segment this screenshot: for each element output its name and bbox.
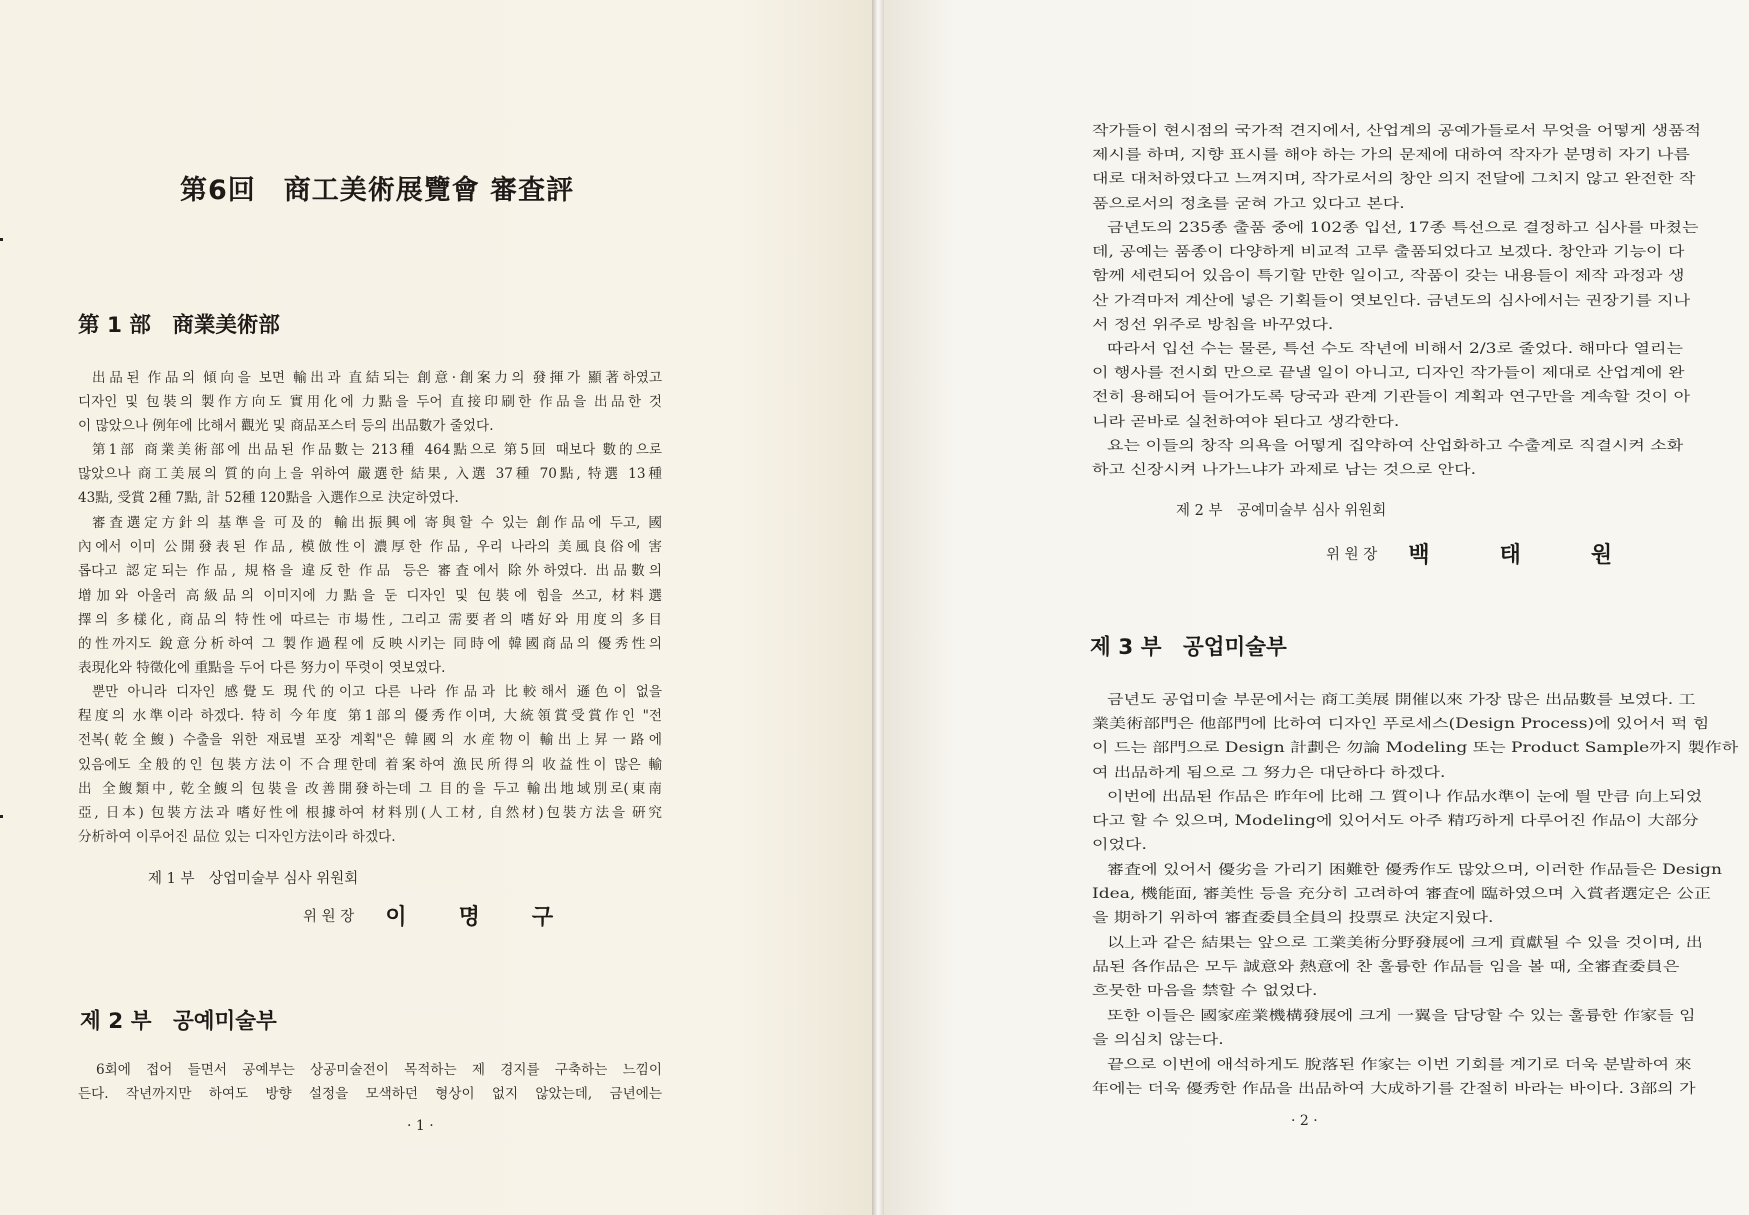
- text-line: 程度의 水準이라 하겠다. 特히 今年度 第1部의 優秀作이며, 大統領賞受賞作인 "전: [78, 708, 662, 725]
- text-line: 分析하여 이루어진 品位 있는 디자인方法이라 하겠다.: [78, 829, 396, 846]
- paragraph: [1092, 688, 1739, 785]
- paragraph: [1092, 434, 1684, 482]
- paragraph: [78, 366, 662, 439]
- committee-chair: [1326, 538, 1682, 569]
- paragraph: [1092, 216, 1699, 337]
- chair-name: 이명구: [385, 905, 606, 930]
- scan-speck: [0, 238, 3, 241]
- text-line: 을 期하기 위하여 審査委員全員의 投票로 決定지웠다.: [1092, 910, 1494, 927]
- paragraph: [1092, 931, 1703, 1004]
- paragraph: [1092, 337, 1691, 434]
- text-line: 품으로서의 정초를 굳혀 가고 있다고 본다.: [1092, 195, 1405, 212]
- text-line: 表現化와 特徵化에 重點을 두어 다른 努力이 뚜렷이 엿보였다.: [78, 660, 446, 677]
- text-line: 서 정선 위주로 방침을 바꾸었다.: [1092, 316, 1334, 333]
- text-line: 이 많았으나 例年에 比해서 觀光 및 商品포스터 등의 出品數가 줄었다.: [78, 418, 494, 435]
- section-heading-commercial-art: 第 1 部 商業美術部: [78, 313, 280, 338]
- text-line: 出 全鰒類中, 乾全鰒의 包裝을 改善開發하는데 그 目的을 두고 輸出地域別로(東南: [78, 780, 662, 797]
- text-line: 擇의 多樣化, 商品의 特性에 따르는 市場性, 그리고 需要者의 嗜好와 用度의 多目: [78, 611, 662, 628]
- text-line: 많았으나 商工美展의 質的向上을 위하여 嚴選한 結果, 入選 37種 70點, 特選 13種: [78, 466, 662, 483]
- text-line: 亞, 日本) 包裝方法과 嗜好性에 根據하여 材料別(人工材, 自然材)包裝方法을 硏究: [78, 805, 662, 822]
- text-line: 이 드는 部門으로 Design 計劃은 勿論 Modeling 또는 Product Sample까지 製作하: [1092, 740, 1739, 757]
- page-2: [884, 0, 1749, 1215]
- section-heading-industrial-art: 제 3 부 공업미술부: [1090, 635, 1287, 660]
- text-line: 業美術部門은 他部門에 比하여 디자인 푸로세스(Design Process)에 있어서 퍽 힘: [1092, 716, 1710, 733]
- text-line: 品된 各作品은 모두 誠意와 熱意에 찬 훌륭한 作品들 임을 볼 때, 全審査委員은: [1092, 959, 1680, 976]
- chair-title: 위 원 장: [1326, 547, 1378, 563]
- chair-name: 백태원: [1408, 543, 1683, 568]
- text-line: 함께 세련되어 있음이 특기할 만한 일이고, 작품이 갖는 내용들이 제작 과정과 생: [1092, 268, 1685, 285]
- text-line: 審査選定方針의 基準을 可及的 輸出振興에 寄與할 수 있는 創作品에 두고, 國: [92, 515, 662, 531]
- paragraph: [1092, 1053, 1696, 1101]
- text-line: 이 행사를 전시회 만으로 끝낼 일이 아니고, 디자인 작가들이 제대로 산업계에 완: [1092, 365, 1685, 382]
- page-1: [0, 0, 872, 1215]
- text-line: 內에서 이미 公開發表된 作品, 模倣性이 濃厚한 作品, 우리 나라의 美風良俗에 害: [78, 539, 662, 556]
- scan-speck: [0, 815, 3, 818]
- paragraph: [1092, 119, 1702, 216]
- text-line: 따라서 입선 수는 물론, 특선 수도 작년에 비해서 2/3로 줄었다. 해마다 열리는: [1107, 341, 1683, 357]
- text-line: 금년도 공업미술 부문에서는 商工美展 開催以來 가장 많은 出品數를 보였다. 工: [1107, 692, 1696, 708]
- committee-name: 제 2 부 공예미술부 심사 위원회: [1176, 503, 1387, 519]
- text-line: 든다. 작년까지만 하여도 방향 설정을 모색하던 형상이 없지 않았는데, 금년에는: [78, 1086, 662, 1103]
- text-line: 第1部 商業美術部에 出品된 作品數는 213種 464點으로 第5回 때보다 數的으로: [92, 442, 662, 458]
- paragraph: [78, 438, 662, 511]
- text-line: 끝으로 이번에 애석하게도 脫落된 作家는 이번 기회를 계기로 더욱 분발하여 來: [1107, 1057, 1692, 1073]
- text-line: 작가들이 현시점의 국가적 견지에서, 산업계의 공예가들로서 무엇을 어떻게 생품적: [1092, 123, 1702, 139]
- paragraph: [1092, 785, 1703, 858]
- text-line: 이었다.: [1092, 837, 1147, 854]
- paragraph: [1092, 858, 1722, 931]
- text-line: Idea, 機能面, 審美性 등을 充分히 고려하여 審査에 臨하였으며 入賞者選定은 公正: [1092, 886, 1711, 903]
- text-line: 年에는 더욱 優秀한 作品을 出品하여 大成하기를 간절히 바라는 바이다. 3部의 가: [1092, 1081, 1696, 1098]
- committee-name: 제 1 부 상업미술부 심사 위원회: [148, 871, 359, 887]
- text-line: 금년도의 235종 출품 중에 102종 입선, 17종 특선으로 결정하고 심사를 마쳤는: [1107, 220, 1699, 236]
- text-line: 니라 곧바로 실천하여야 된다고 생각한다.: [1092, 413, 1400, 430]
- text-line: 出品된 作品의 傾向을 보면 輸出과 直結되는 創意·創案力의 發揮가 顯著하였고: [92, 370, 662, 386]
- paragraph: [78, 511, 662, 680]
- section-heading-craft-art: 제 2 부 공예미술부: [80, 1009, 277, 1034]
- page-title: 第6回 商工美術展覽會 審査評: [180, 175, 575, 206]
- text-line: 여 出品하게 됨으로 그 努力은 대단하다 하겠다.: [1092, 764, 1446, 781]
- text-line: 뿐만 아니라 디자인 感覺도 現代的이고 다른 나라 作品과 比較해서 遜色이 없을: [92, 684, 662, 700]
- text-line: 을 의심치 않는다.: [1092, 1032, 1224, 1049]
- text-line: 이번에 出品된 作品은 昨年에 比해 그 質이나 作品水準이 눈에 띌 만큼 向上되었: [1107, 789, 1703, 805]
- text-line: 하고 신장시켜 나가느냐가 과제로 남는 것으로 안다.: [1092, 462, 1477, 479]
- text-line: 제시를 하며, 지향 표시를 해야 하는 가의 문제에 대하여 작자가 분명히 자기 나름: [1092, 147, 1690, 164]
- text-line: 6회에 접어 들면서 공예부는 상공미술전이 목적하는 제 경지를 구축하는 느낌이: [96, 1062, 662, 1078]
- paragraph: [78, 1058, 662, 1106]
- text-line: 以上과 같은 結果는 앞으로 工業美術分野發展에 크게 貢獻될 수 있을 것이며, 出: [1107, 935, 1703, 951]
- paragraph: [78, 680, 662, 849]
- paragraph: [1092, 1004, 1696, 1052]
- text-line: 전복(乾全鰒) 수출을 위한 재료별 포장 계획"은 韓國의 水産物이 輸出上昇一路에: [78, 732, 662, 749]
- text-line: 43點, 受賞 2種 7點, 計 52種 120點을 入選作으로 決定하였다.: [78, 490, 459, 507]
- book-gutter: [872, 0, 884, 1215]
- text-line: 的性까지도 銳意分析하여 그 製作過程에 反映시키는 同時에 韓國商品의 優秀性의: [78, 636, 662, 653]
- text-line: 산 가격마저 계산에 넣은 기획들이 엿보인다. 금년도의 심사에서는 권장기를 지나: [1092, 292, 1691, 309]
- page-number: · 2 ·: [1291, 1113, 1318, 1129]
- chair-title: 위 원 장: [303, 909, 355, 925]
- text-line: 흐뭇한 마음을 禁할 수 없었다.: [1092, 983, 1318, 1000]
- text-line: 審査에 있어서 優劣을 가리기 困難한 優秀作도 많았으며, 이러한 作品들은 Design: [1107, 862, 1722, 878]
- text-line: 디자인 및 包裝의 製作方向도 實用化에 力點을 두어 直接印刷한 作品을 出品한 것: [78, 394, 662, 411]
- text-line: 롭다고 認定되는 作品, 規格을 違反한 作品 등은 審査에서 除外하였다. 出品數의: [78, 563, 662, 580]
- text-line: 다고 할 수 있으며, Modeling에 있어서도 아주 精巧하게 다루어진 作品이 大部分: [1092, 813, 1699, 830]
- text-line: 전히 용해되어 들어가도록 당국과 관계 기관들이 계획과 연구만을 계속할 것이 아: [1092, 389, 1691, 406]
- committee-chair: [303, 900, 605, 931]
- text-line: 대로 대처하였다고 느껴지며, 작가로서의 창안 의지 전달에 그치지 않고 완전한 작: [1092, 171, 1696, 188]
- text-line: 增加와 아울러 高級品의 이미지에 力點을 둔 디자인 및 包裝에 힘을 쓰고, 材料選: [78, 587, 662, 604]
- text-line: 있음에도 全般的인 包裝方法이 不合理한데 着案하여 漁民所得의 收益性이 많은 輸: [78, 756, 662, 773]
- text-line: 요는 이들의 창작 의욕을 어떻게 집약하여 산업화하고 수출계로 직결시켜 소화: [1107, 438, 1684, 454]
- text-line: 데, 공예는 품종이 다양하게 비교적 고루 출품되었다고 보겠다. 창안과 기능이 다: [1092, 244, 1685, 261]
- text-line: 또한 이들은 國家産業機構發展에 크게 一翼을 담당할 수 있는 훌륭한 作家들 임: [1107, 1008, 1696, 1024]
- page-number: · 1 ·: [407, 1118, 434, 1134]
